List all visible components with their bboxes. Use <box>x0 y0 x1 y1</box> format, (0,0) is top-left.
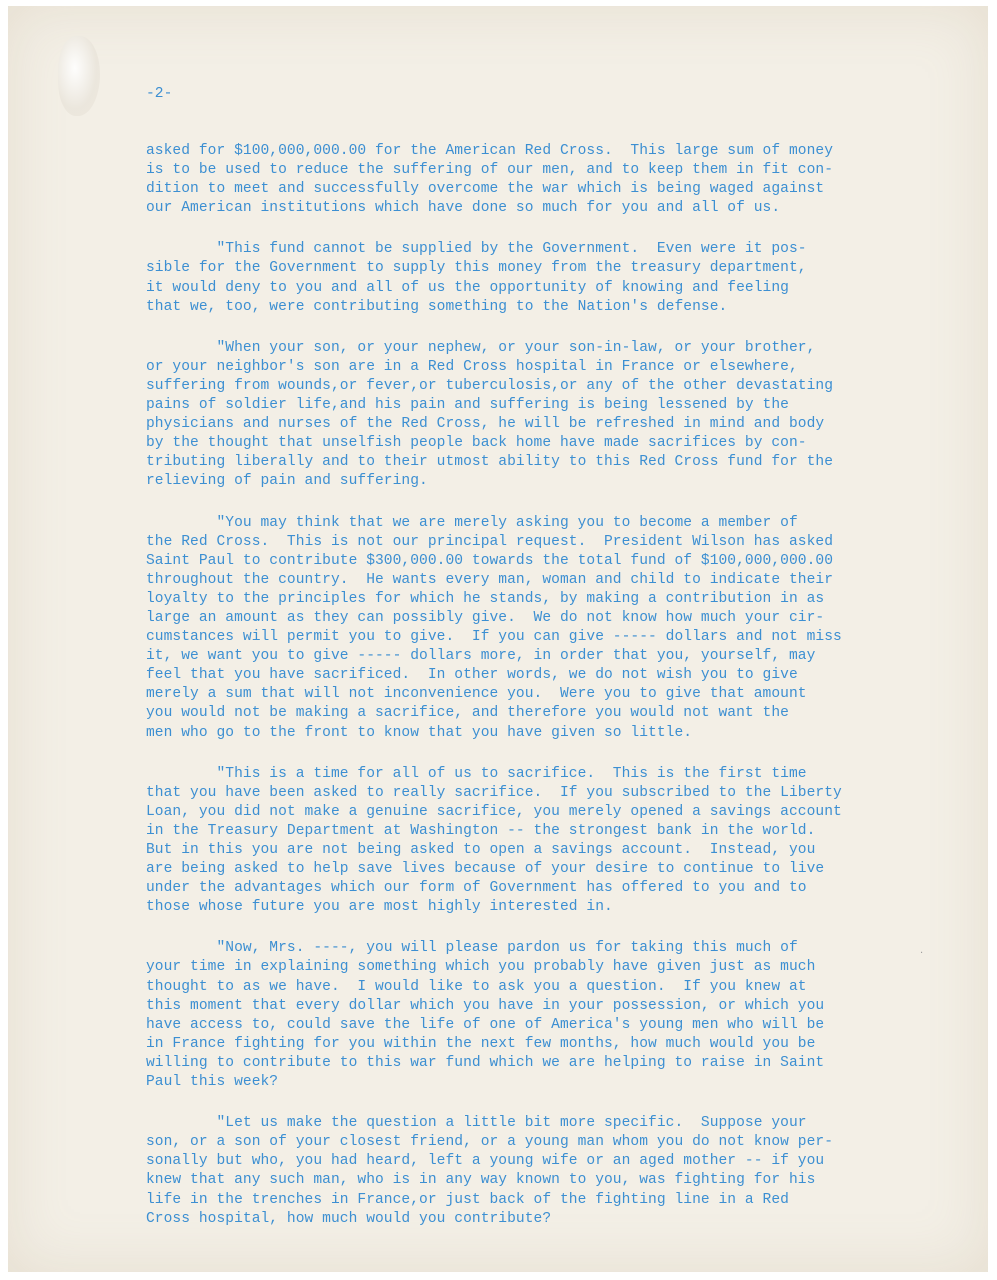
text-line: sible for the Government to supply this money from the treasury department, <box>146 260 807 277</box>
paragraph <box>146 240 966 316</box>
paragraph <box>146 514 966 743</box>
text-line: this moment that every dollar which you have in your possession, or which you <box>146 997 825 1014</box>
text-line: large an amount as they can possibly give. We do not know how much your cir- <box>146 609 825 626</box>
text-line: dition to meet and successfully overcome the war which is being waged against <box>146 181 825 198</box>
text-line: is to be used to reduce the suffering of our men, and to keep them in fit con- <box>146 162 833 179</box>
text-line: our American institutions which have done so much for you and all of us. <box>146 200 781 217</box>
text-line: cumstances will permit you to give. If you can give ----- dollars and not miss <box>146 629 842 646</box>
paragraph <box>146 939 966 1092</box>
text-line: those whose future you are most highly interested in. <box>146 899 613 916</box>
text-line: Saint Paul to contribute $300,000.00 towards the total fund of $100,000,000.00 <box>146 552 833 569</box>
text-line: it, we want you to give ----- dollars more, in order that you, yourself, may <box>146 648 816 665</box>
paragraph <box>146 339 966 492</box>
text-line: your time in explaining something which you probably have given just as much <box>146 959 816 976</box>
text-line: "This is a time for all of us to sacrifice. This is the first time <box>146 765 807 782</box>
text-line: knew that any such man, who is in any way known to you, was fighting for his <box>146 1172 816 1189</box>
paper-speck: · <box>920 948 924 959</box>
text-line: under the advantages which our form of Government has offered to you and to <box>146 880 807 897</box>
text-line: that we, too, were contributing something to the Nation's defense. <box>146 298 728 315</box>
text-line: that you have been asked to really sacrifice. If you subscribed to the Liberty <box>146 784 842 801</box>
text-line: willing to contribute to this war fund which we are helping to raise in Saint <box>146 1054 825 1071</box>
text-line: men who go to the front to know that you have given so little. <box>146 724 693 741</box>
text-line: Loan, you did not make a genuine sacrifice, you merely opened a savings account <box>146 803 842 820</box>
text-line: physicians and nurses of the Red Cross, he will be refreshed in mind and body <box>146 416 825 433</box>
text-line: pains of soldier life,and his pain and suffering is being lessened by the <box>146 397 789 414</box>
text-line: sonally but who, you had heard, left a young wife or an aged mother -- if you <box>146 1153 825 1170</box>
paper-stain <box>58 36 100 116</box>
text-line: Cross hospital, how much would you contribute? <box>146 1210 552 1227</box>
text-line: thought to as we have. I would like to ask you a question. If you knew at <box>146 978 807 995</box>
text-line: it would deny to you and all of us the opportunity of knowing and feeling <box>146 279 789 296</box>
text-line: are being asked to help save lives because of your desire to continue to live <box>146 861 825 878</box>
text-line: "When your son, or your nephew, or your son-in-law, or your brother, <box>146 339 816 356</box>
text-line: Paul this week? <box>146 1074 279 1091</box>
page-number: -2- <box>146 86 173 102</box>
text-line: relieving of pain and suffering. <box>146 473 428 490</box>
text-line: "Let us make the question a little bit more specific. Suppose your <box>146 1115 807 1132</box>
typewritten-page <box>8 6 988 1272</box>
text-line: life in the trenches in France,or just back of the fighting line in a Red <box>146 1191 789 1208</box>
text-line: son, or a son of your closest friend, or a young man whom you do not know per- <box>146 1134 833 1151</box>
text-line: "This fund cannot be supplied by the Government. Even were it pos- <box>146 241 807 258</box>
text-line: you would not be making a sacrifice, and therefore you would not want the <box>146 705 789 722</box>
text-line: But in this you are not being asked to open a savings account. Instead, you <box>146 842 816 858</box>
paragraph <box>146 1114 966 1229</box>
text-line: loyalty to the principles for which he stands, by making a contribution in as <box>146 590 825 607</box>
paragraph <box>146 142 966 218</box>
paragraph <box>146 765 966 918</box>
text-line: suffering from wounds,or fever,or tuberculosis,or any of the other devastating <box>146 377 833 394</box>
text-line: by the thought that unselfish people back home have made sacrifices by con- <box>146 435 807 452</box>
text-line: feel that you have sacrificed. In other words, we do not wish you to give <box>146 667 798 684</box>
text-line: or your neighbor's son are in a Red Cross hospital in France or elsewhere, <box>146 358 798 375</box>
text-line: tributing liberally and to their utmost ability to this Red Cross fund for the <box>146 454 833 471</box>
text-line: "You may think that we are merely asking you to become a member of <box>146 514 798 531</box>
letter-body <box>146 142 966 1251</box>
text-line: in the Treasury Department at Washington -- the strongest bank in the world. <box>146 822 816 839</box>
text-line: "Now, Mrs. ----, you will please pardon us for taking this much of <box>146 940 798 957</box>
text-line: throughout the country. He wants every man, woman and child to indicate their <box>146 571 833 588</box>
text-line: asked for $100,000,000.00 for the American Red Cross. This large sum of money <box>146 143 833 159</box>
text-line: in France fighting for you within the next few months, how much would you be <box>146 1035 816 1052</box>
text-line: the Red Cross. This is not our principal request. President Wilson has asked <box>146 533 833 550</box>
text-line: have access to, could save the life of one of America's young men who will be <box>146 1016 825 1033</box>
text-line: merely a sum that will not inconvenience you. Were you to give that amount <box>146 686 807 703</box>
